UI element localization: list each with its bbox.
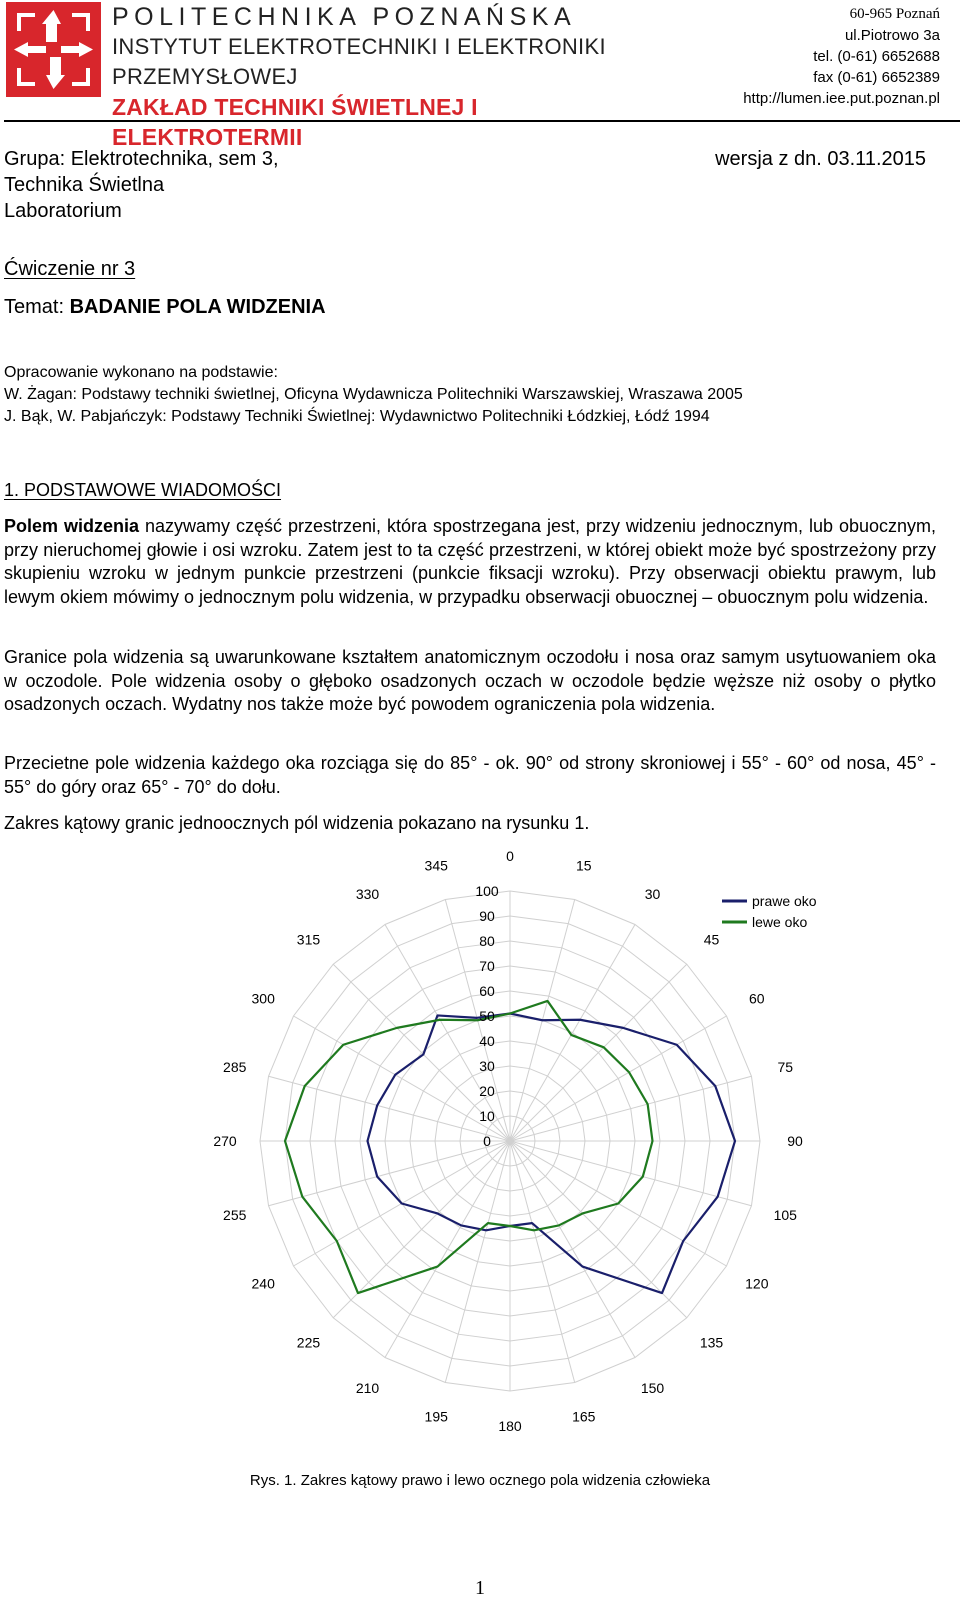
angle-tick-label: 60 — [749, 990, 765, 1007]
radial-tick-label: 100 — [475, 883, 499, 899]
angle-tick-label: 15 — [575, 857, 592, 874]
angle-tick-label: 285 — [223, 1059, 247, 1076]
grid-spoke — [293, 1016, 510, 1141]
angle-tick-label: 30 — [644, 886, 661, 903]
source-item: J. Bąk, W. Pabjańczyk: Podstawy Techniki Świetlnej: Wydawnictwo Politechniki Łódzkiej, Łódź 1994 — [4, 408, 710, 425]
term-bold: Polem widzenia — [4, 516, 140, 536]
exercise-title: Ćwiczenie nr 3 — [4, 258, 136, 280]
radial-tick-label: 20 — [479, 1083, 495, 1099]
grid-spoke — [445, 1141, 510, 1382]
institution-block — [112, 2, 672, 152]
angle-tick-label: 345 — [424, 857, 448, 874]
grid-spoke — [510, 1141, 575, 1382]
radial-tick-label: 30 — [479, 1058, 495, 1074]
grid-spoke — [510, 1141, 751, 1206]
paragraph-4: Zakres kątowy granic jednoocznych pól widzenia pokazano na rysunku 1. — [4, 813, 590, 833]
chart-legend — [722, 893, 817, 930]
grid-spoke — [510, 924, 635, 1141]
topic-title: BADANIE POLA WIDZENIA — [69, 296, 326, 318]
university-name: POLITECHNIKA POZNAŃSKA — [112, 3, 577, 31]
header-divider — [4, 120, 960, 122]
angle-tick-label: 135 — [699, 1334, 724, 1351]
grid-spoke — [385, 1141, 510, 1358]
radial-tick-label: 80 — [479, 933, 495, 949]
grid-spoke — [269, 1141, 510, 1206]
radial-tick-label: 50 — [479, 1008, 495, 1024]
angle-tick-label: 180 — [498, 1418, 522, 1434]
version-label: wersja z dn. 03.11.2015 — [715, 148, 926, 170]
type-label: Laboratorium — [4, 200, 122, 222]
figure-caption: Rys. 1. Zakres kątowy prawo i lewo ocznego pola widzenia człowieka — [249, 1472, 711, 1489]
radial-tick-label: 0 — [483, 1133, 491, 1149]
legend-label: lewe oko — [752, 914, 808, 930]
angle-tick-label: 120 — [745, 1275, 769, 1292]
sources-intro: Opracowanie wykonano na podstawie: — [4, 364, 278, 381]
course-label: Technika Świetlna — [4, 174, 165, 196]
angle-tick-label: 90 — [787, 1133, 803, 1149]
angle-tick-label: 240 — [251, 1275, 275, 1292]
address-line: ul.Piotrowo 3a — [844, 27, 940, 44]
angle-tick-label: 195 — [424, 1408, 448, 1425]
series-line-left-eye — [285, 1001, 653, 1293]
paragraph-1-text: nazywamy część przestrzeni, która spostrzegana jest, przy widzeniu jednocznym, lub obuocznym, przy nieruchomej głowie i osi wzroku. Zatem jest to ta część przestrzeni, w której obiekt może być spostrzeżony przy skupieniu wzroku w jednym punkcie przestrzeni (punkcie fiksacji wzroku). Przy obserwacji obiektu prawym, lub lewym okiem mówimy o jednocznym polu widzenia, w przypadku obserwacji obuocznej – obuocznym polu widzenia. — [4, 516, 936, 607]
paragraph-1 — [4, 515, 936, 609]
angle-tick-label: 225 — [296, 1334, 321, 1351]
radial-tick-label: 10 — [479, 1108, 495, 1124]
page-number: 1 — [475, 1577, 485, 1599]
angle-tick-label: 330 — [355, 886, 380, 903]
visual-field-radar-chart — [0, 850, 960, 1460]
angle-tick-label: 75 — [777, 1059, 794, 1076]
topic-line — [4, 294, 326, 320]
radial-tick-label: 70 — [479, 958, 495, 974]
angle-tick-label: 300 — [251, 990, 275, 1007]
university-logo — [6, 2, 101, 97]
radial-tick-label: 60 — [479, 983, 495, 999]
grid-spoke — [510, 1016, 727, 1141]
website-link[interactable]: http://lumen.iee.put.poznan.pl — [743, 90, 940, 107]
grid-spoke — [510, 1141, 635, 1358]
angle-tick-label: 0 — [506, 850, 514, 864]
angle-tick-label: 165 — [572, 1408, 596, 1425]
group-label: Grupa: Elektrotechnika, sem 3, — [4, 148, 279, 170]
section-heading: 1. PODSTAWOWE WIADOMOŚCI — [4, 480, 282, 500]
angle-tick-label: 150 — [640, 1379, 665, 1396]
paragraph-2: Granice pola widzenia są uwarunkowane kształtem anatomicznym oczodołu i nosa oraz samym usytuowaniem oka w oczodole. Pole widzenia osoby o głęboko osadzonych oczach w oczodole będzie węższe niż osoby o płytko osadzonych oczach. Wydatny nos także może być powodem ograniczenia pola widzenia. — [4, 647, 936, 714]
legend-label: prawe oko — [752, 893, 817, 909]
paragraph-3: Przecietne pole widzenia każdego oka rozciąga się do 85° - ok. 90° od strony skroniowej i 55° - 60° od nosa, 45° - 55° do góry oraz 65° - 70° do dołu. — [4, 753, 936, 797]
topic-label: Temat: — [4, 296, 65, 318]
angle-tick-label: 105 — [773, 1206, 797, 1223]
fax-line: fax (0-61) 6652389 — [813, 69, 940, 86]
phone-line: tel. (0-61) 6652688 — [813, 48, 940, 65]
institute-name: INSTYTUT ELEKTROTECHNIKI I ELEKTRONIKI PRZEMYSŁOWEJ — [112, 34, 606, 89]
angle-tick-label: 270 — [213, 1133, 237, 1149]
angle-tick-label: 45 — [703, 931, 720, 948]
radar-grid — [260, 891, 760, 1391]
angle-tick-label: 255 — [223, 1206, 247, 1223]
angle-tick-label: 210 — [355, 1379, 380, 1396]
radial-tick-label: 90 — [479, 908, 495, 924]
source-item: W. Żagan: Podstawy techniki świetlnej, Oficyna Wydawnicza Politechniki Warszawskiej, Wraszawa 2005 — [4, 386, 743, 403]
angle-tick-label: 315 — [296, 931, 321, 948]
address-line: 60-965 Poznań — [849, 6, 940, 22]
address-block — [743, 4, 940, 109]
radial-tick-label: 40 — [479, 1033, 495, 1049]
series-line-right-eye — [368, 1014, 736, 1294]
department-name: ZAKŁAD TECHNIKI ŚWIETLNEJ I ELEKTROTERMII — [112, 94, 478, 150]
